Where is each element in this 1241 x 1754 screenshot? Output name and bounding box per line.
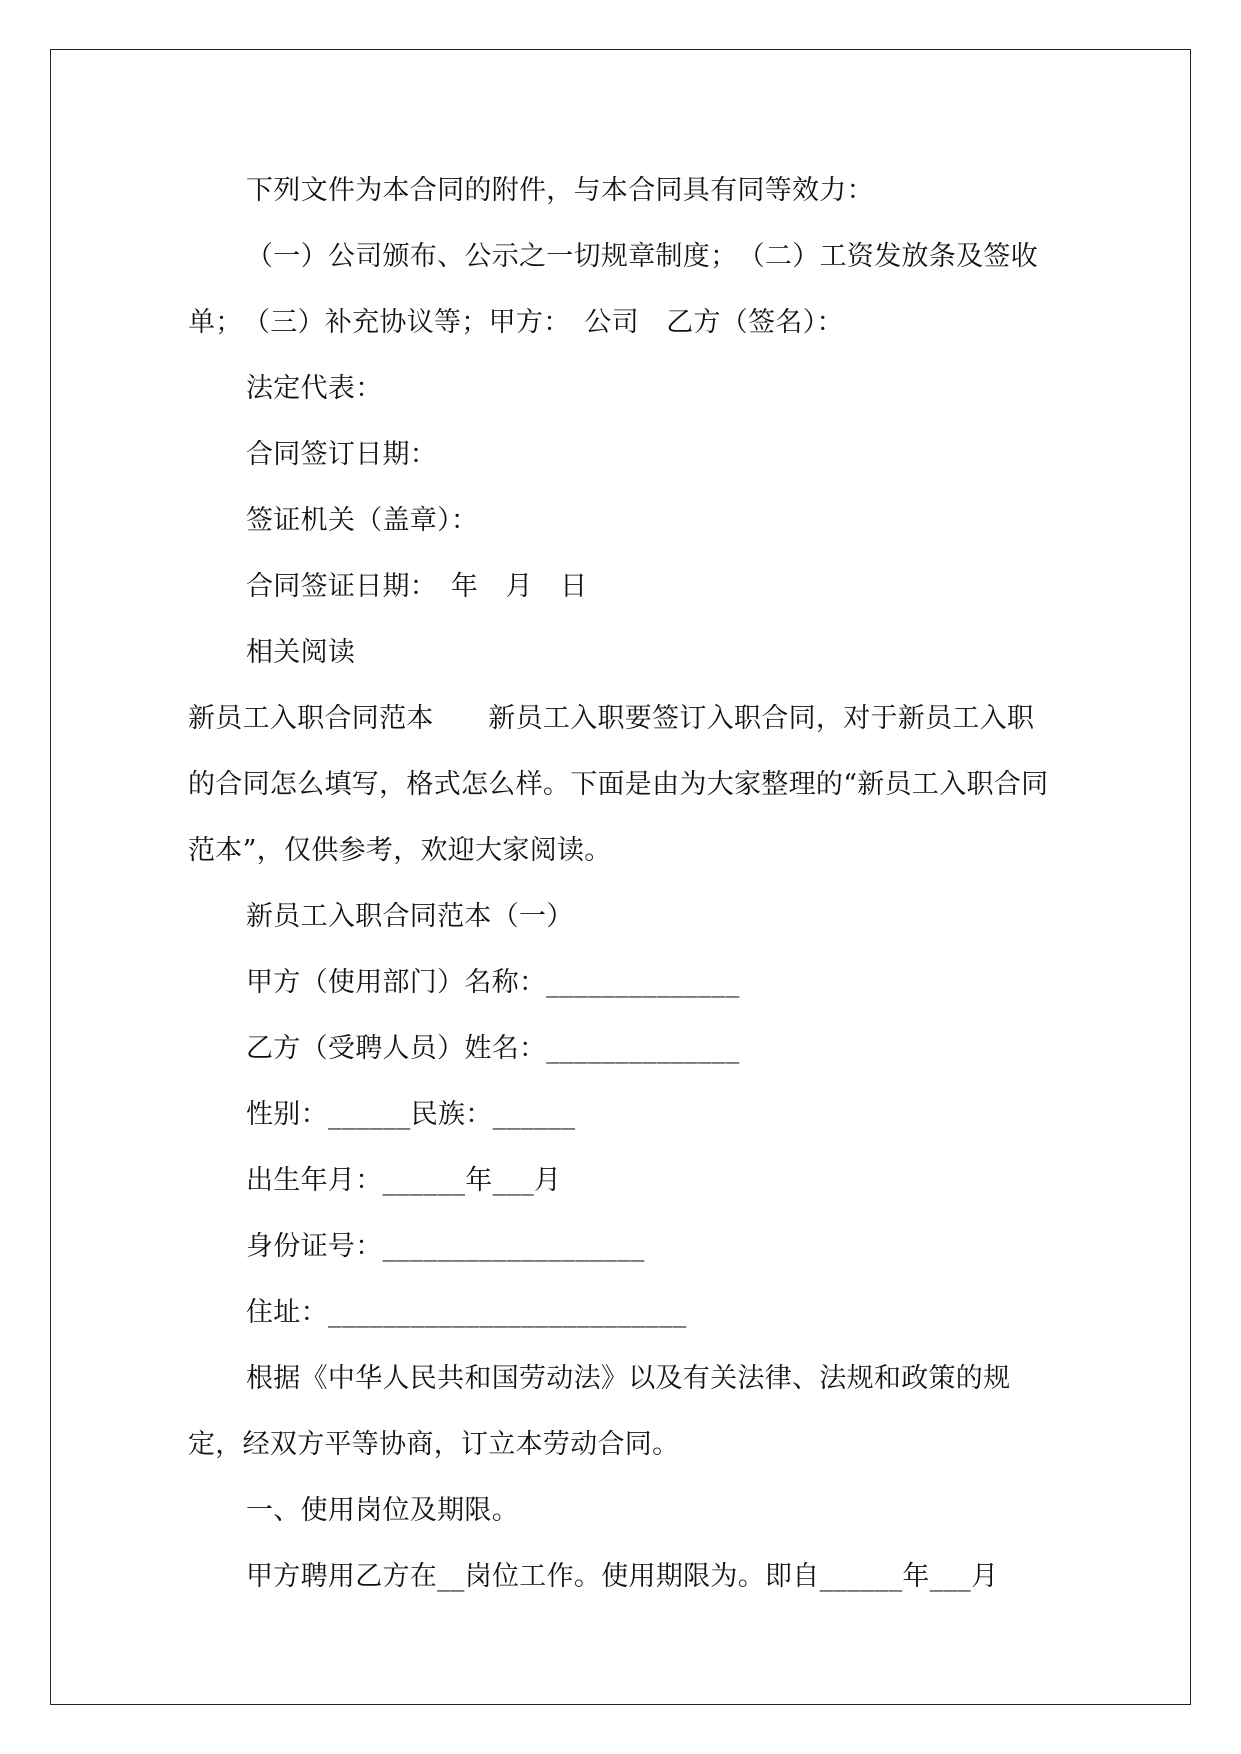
section-heading-position-term: 一、使用岗位及期限。: [246, 1495, 519, 1526]
contract-sample-title: 新员工入职合同范本（一）: [246, 901, 574, 932]
paragraph-legal-basis: 根据《中华人民共和国劳动法》以及有关法律、法规和政策的规定，经双方平等协商，订立本劳动合同。: [188, 1363, 1011, 1460]
field-gender-ethnicity: 性别：______民族：______: [246, 1099, 576, 1130]
field-party-b-name: 乙方（受聘人员）姓名：______________: [246, 1033, 740, 1064]
paragraph-certifying-authority: 签证机关（盖章）：: [246, 505, 479, 536]
field-party-a-name: 甲方（使用部门）名称：______________: [246, 967, 740, 998]
paragraph-attachments-intro: 下列文件为本合同的附件，与本合同具有同等效力：: [246, 175, 874, 206]
paragraph-related-intro: 新员工入职合同范本 新员工入职要签订入职合同，对于新员工入职的合同怎么填写，格式怎么样。下面是由为大家整理的“新员工入职合同范本”，仅供参考，欢迎大家阅读。: [188, 703, 1049, 866]
paragraph-attachments-list: （一）公司颁布、公示之一切规章制度； （二）工资发放条及签收单； （三）补充协议等；甲方： 公司 乙方（签名）：: [188, 241, 1038, 338]
field-address: 住址：__________________________: [246, 1297, 687, 1328]
related-reading-heading: 相关阅读: [246, 637, 356, 668]
field-id-number: 身份证号：___________________: [246, 1231, 645, 1262]
field-birth-date: 出生年月：______年___月: [246, 1165, 562, 1196]
document-body: [188, 158, 1060, 1610]
paragraph-signing-date: 合同签订日期：: [246, 439, 438, 470]
paragraph-position-term: 甲方聘用乙方在__岗位工作。使用期限为。即自______年___月: [246, 1561, 999, 1592]
paragraph-certification-date: 合同签证日期： 年 月 日: [246, 571, 588, 602]
paragraph-legal-representative: 法定代表：: [246, 373, 383, 404]
